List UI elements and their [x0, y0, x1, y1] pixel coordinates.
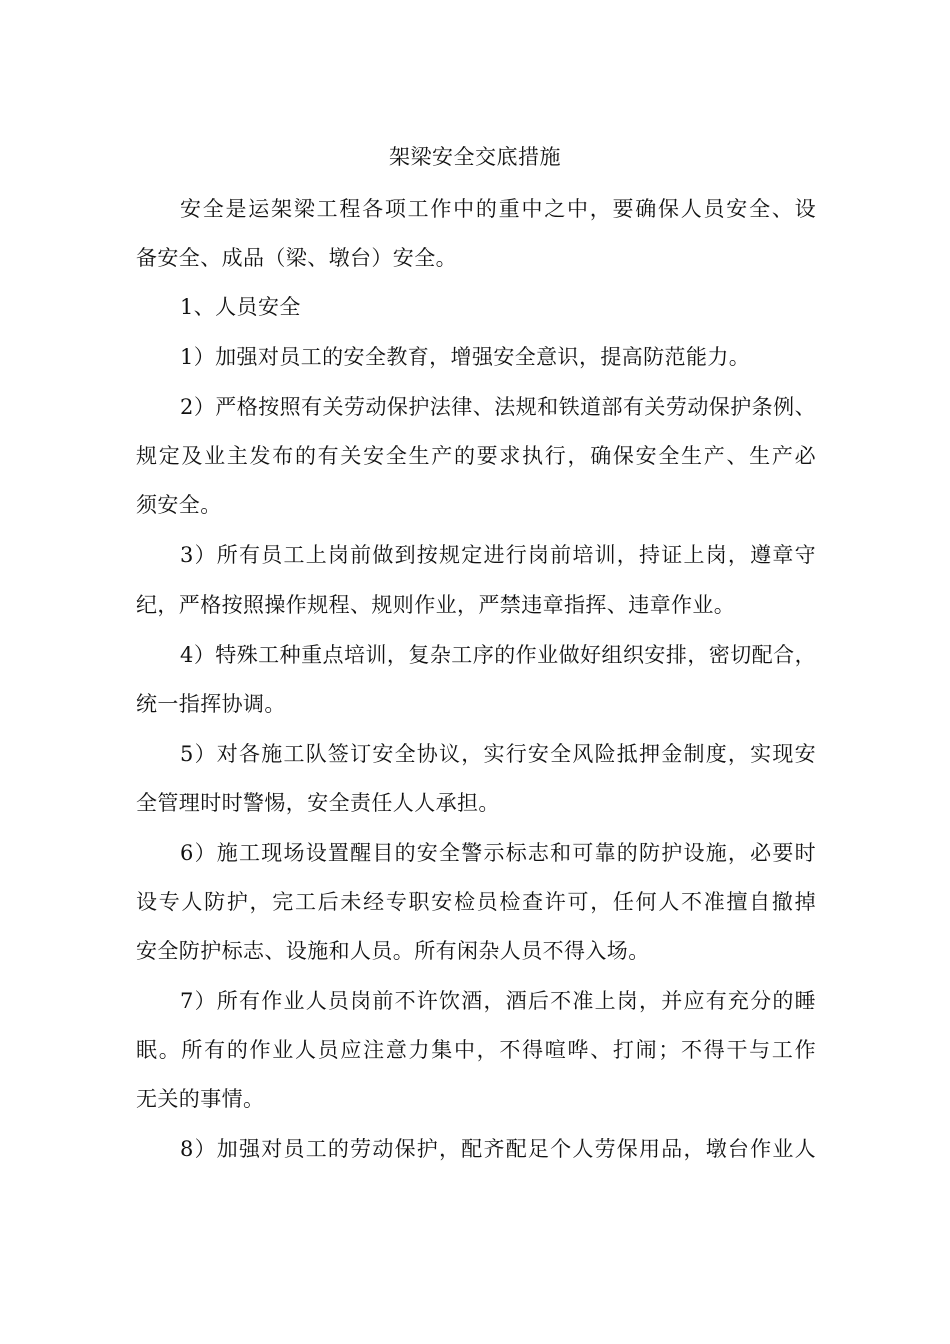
paragraph-line: 1）加强对员工的安全教育，增强安全意识，提高防范能力。 — [180, 345, 751, 369]
document-title: 架梁安全交底措施 — [389, 145, 561, 169]
paragraph-line: 6）施工现场设置醒目的安全警示标志和可靠的防护设施，必要时 — [180, 841, 816, 865]
paragraph-line: 2）严格按照有关劳动保护法律、法规和铁道部有关劳动保护条例、 — [180, 395, 816, 419]
paragraph-line: 安全防护标志、设施和人员。所有闲杂人员不得入场。 — [136, 939, 650, 963]
paragraph-line: 规定及业主发布的有关安全生产的要求执行，确保安全生产、生产必 — [136, 444, 816, 468]
paragraph-line: 3）所有员工上岗前做到按规定进行岗前培训，持证上岗，遵章守 — [180, 543, 816, 567]
paragraph-line: 5）对各施工队签订安全协议，实行安全风险抵押金制度，实现安 — [180, 742, 816, 766]
paragraph-line: 7）所有作业人员岗前不许饮酒，酒后不准上岗，并应有充分的睡 — [180, 989, 816, 1013]
paragraph-line: 备安全、成品（梁、墩台）安全。 — [136, 246, 457, 270]
paragraph-line: 8）加强对员工的劳动保护，配齐配足个人劳保用品，墩台作业人 — [180, 1137, 816, 1161]
paragraph-line: 设专人防护，完工后未经专职安检员检查许可，任何人不准擅自撤掉 — [136, 890, 816, 914]
paragraph-line: 无关的事情。 — [136, 1087, 265, 1111]
section-heading: 1、人员安全 — [180, 295, 301, 319]
paragraph-line: 眠。所有的作业人员应注意力集中，不得喧哗、打闹；不得干与工作 — [136, 1038, 816, 1062]
paragraph-line: 安全是运架梁工程各项工作中的重中之中，要确保人员安全、设 — [180, 197, 816, 221]
paragraph-line: 全管理时时警惕，安全责任人人承担。 — [136, 791, 500, 815]
paragraph-line: 纪，严格按照操作规程、规则作业，严禁违章指挥、违章作业。 — [136, 593, 736, 617]
paragraph-line: 须安全。 — [136, 493, 222, 517]
paragraph-line: 4）特殊工种重点培训，复杂工序的作业做好组织安排，密切配合， — [180, 643, 816, 667]
paragraph-line: 统一指挥协调。 — [136, 692, 286, 716]
